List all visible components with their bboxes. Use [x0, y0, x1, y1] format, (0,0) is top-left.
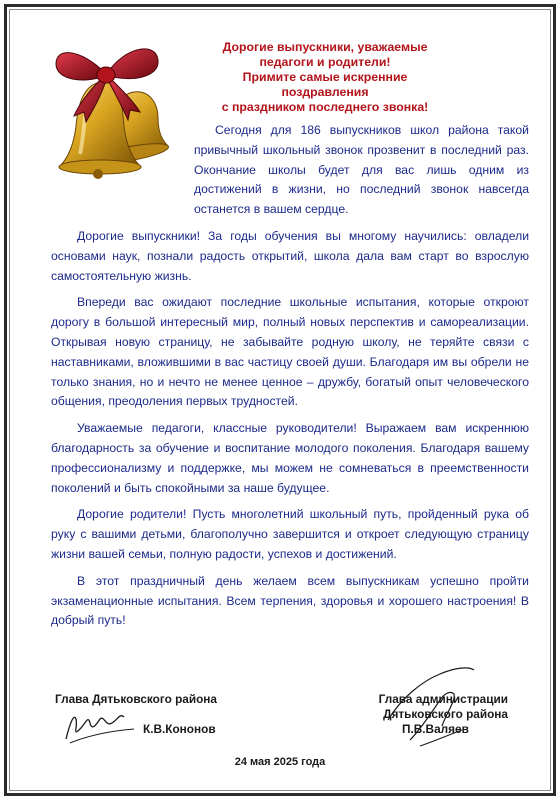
right-title-line-1: Глава администрации	[378, 692, 508, 706]
document-date: 24 мая 2025 года	[234, 756, 326, 768]
paragraph-3: Впереди вас ожидают последние школьные испытания, которые откроют дорогу в большой интересный мир, полный новых перспектив и самореализации. Открывая новую страницу, не забывайте родную школу, не теряйте связи с наставниками, вложившими в вас частицу своей души. Благодаря им вы обрели не только знания, но и нечто не менее ценное – дружбу, богатый опыт человеческого общения, преодоления первых трудностей.	[51, 295, 529, 409]
heading-line-2: педагоги и родители!	[259, 55, 391, 69]
heading-line-4: поздравления	[281, 85, 369, 99]
paragraph-1: Сегодня для 186 выпускников школ района такой привычный школьный звонок прозвенит в последний раз. Окончание школы будет для вас лишь одним из достижений в жизни, но последний звонок навсегда останется в вашем сердце.	[194, 123, 529, 217]
right-signatory-title	[334, 692, 508, 722]
signature-left-icon	[60, 705, 140, 747]
greeting-heading	[190, 40, 460, 115]
right-signatory-name: П.В.Валяев	[402, 722, 469, 736]
paragraph-2: Дорогие выпускники! За годы обучения вы многому научились: овладели основами наук, познали радость открытий, школа дала вам старт во взрослую самостоятельную жизнь.	[51, 228, 529, 283]
left-signatory-title: Глава Дятьковского района	[55, 692, 217, 706]
right-title-line-2: Дятьковского района	[383, 707, 508, 721]
paragraph-4: Уважаемые педагоги, классные руководители! Выражаем вам искреннюю благодарность за обучение и воспитание молодого поколения. Благодаря вашему профессионализму и поддержке, мы можем не сомневаться в преемственности поколений и быть спокойными за наше будущее.	[51, 421, 529, 495]
heading-line-1: Дорогие выпускники, уважаемые	[222, 40, 428, 54]
left-signatory-name: К.В.Кононов	[143, 722, 216, 736]
heading-line-3: Примите самые искренние	[242, 70, 408, 84]
heading-line-5: с праздником последнего звонка!	[221, 100, 429, 114]
paragraph-5: Дорогие родители! Пусть многолетний школьный путь, пройденный рука об руку с вашими детьми, благополучно завершится и откроет следующую страницу жизни вашей семьи, полную радости, успехов и достижений.	[51, 507, 529, 561]
paragraph-6: В этот праздничный день желаем всем выпускникам успешно пройти экзаменационные испытания. Всем терпения, здоровья и хорошего настроения! В добрый путь!	[51, 573, 529, 628]
letter-body	[51, 121, 529, 638]
